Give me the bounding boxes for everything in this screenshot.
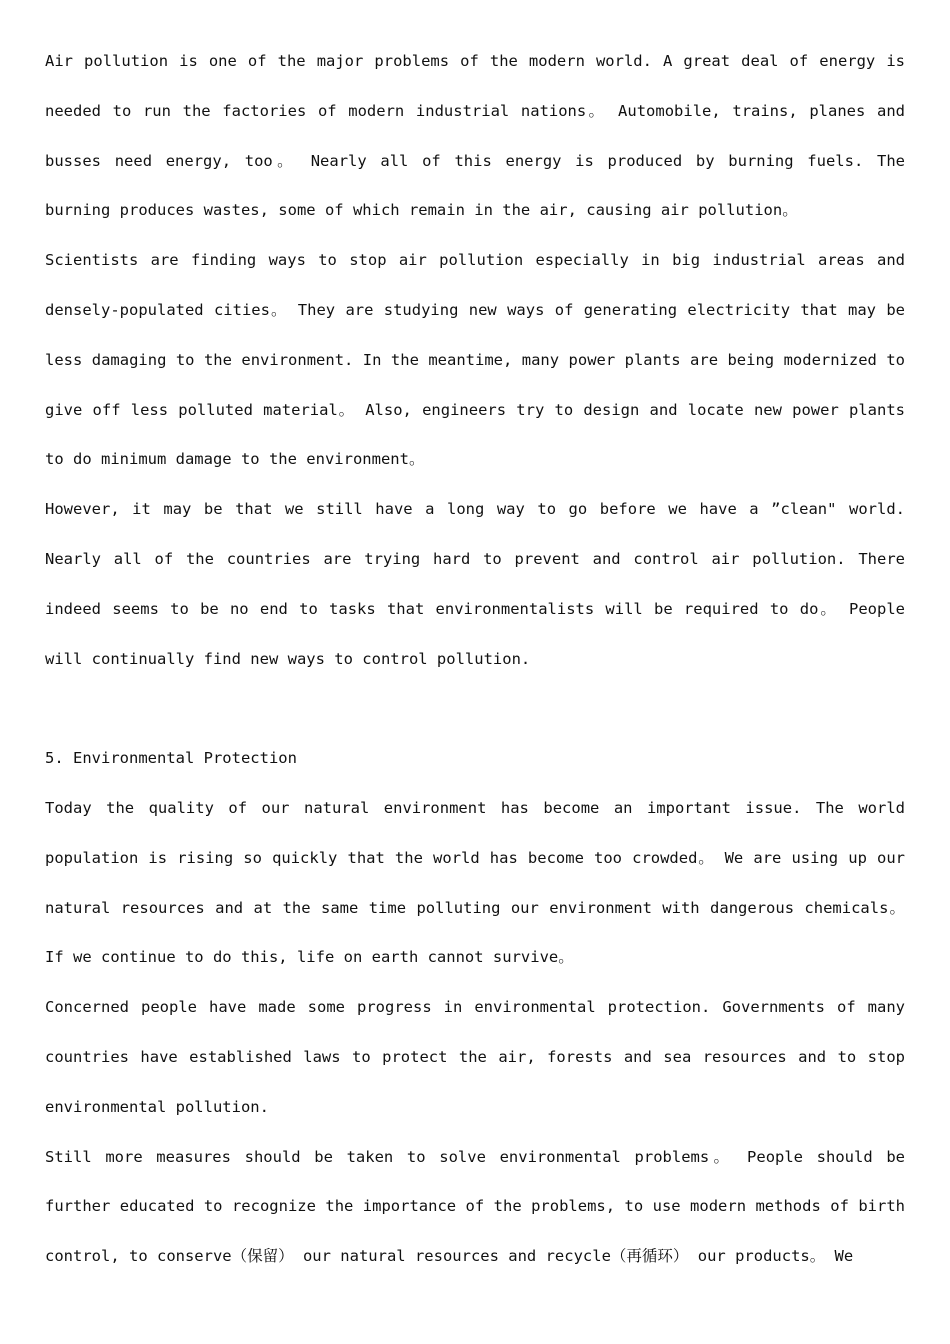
section-heading: 5. Environmental Protection xyxy=(45,749,297,768)
document-page xyxy=(45,37,905,1282)
paragraph-environment-quality: Today the quality of our natural environment has become an important issue. The world population is rising so quickly that the world has become too crowded。 We are using up our natural resources and at the same time polluting our environment with dangerous chemicals。 If we continue to do this, life on earth cannot survive。 xyxy=(45,798,905,967)
blank-line xyxy=(45,684,905,734)
paragraph-clean-world: However, it may be that we still have a long way to go before we have a ”clean" world. Nearly all of the countries are trying hard to prevent and control air pollution. There indeed seems to be no end to tasks that environmentalists will be required to do。 People will continually find new ways to control pollution. xyxy=(45,500,905,668)
paragraph-air-pollution-intro: Air pollution is one of the major problems of the modern world. A great deal of energy is needed to run the factories of modern industrial nations。 Automobile, trains, planes and busses need energy, too。 Nearly all of this energy is produced by burning fuels. The burning produces wastes, some of which remain in the air, causing air pollution。 xyxy=(45,52,905,220)
paragraph-progress: Concerned people have made some progress in environmental protection. Governments of many countries have established laws to protect the air, forests and sea resources and to stop environmental pollution. xyxy=(45,998,905,1116)
paragraph-measures: Still more measures should be taken to solve environmental problems。 People should be further educated to recognize the importance of the problems, to use modern methods of birth control, to conserve（保留） our natural resources and recycle（再循环） our products。 We xyxy=(45,1147,905,1266)
paragraph-scientists-solutions: Scientists are finding ways to stop air pollution especially in big industrial areas and densely-populated cities。 They are studying new ways of generating electricity that may be less damaging to the environment. In the meantime, many power plants are being modernized to give off less polluted material。 Also, engineers try to design and locate new power plants to do minimum damage to the environment。 xyxy=(45,251,905,469)
